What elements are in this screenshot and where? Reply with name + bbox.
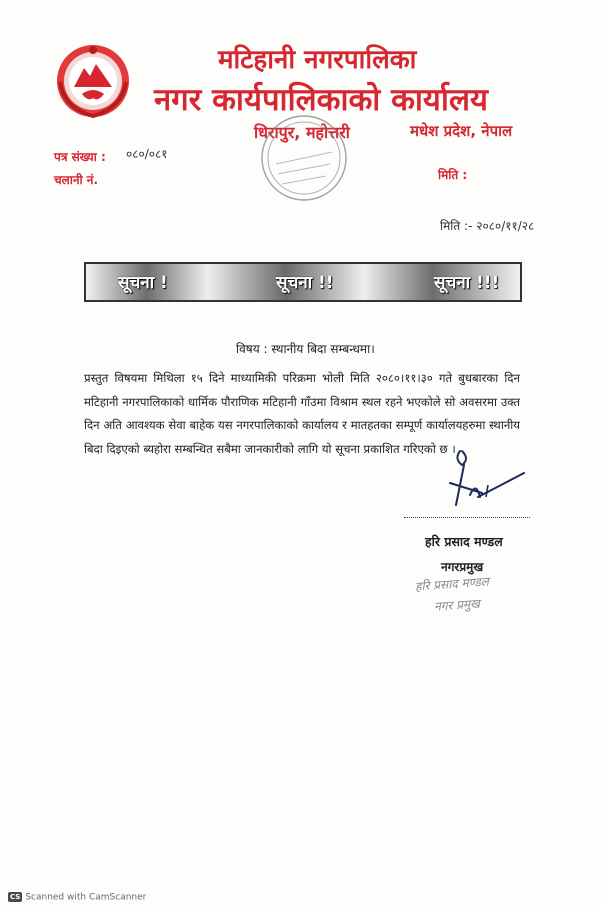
notice-body: प्रस्तुत विषयमा मिथिला १५ दिने माध्यामिकी परिक्रमा भोली मिति २०८०।११।३० गते बुधबारका दिन मटिहानी नगरपालिकाको धार्मिक पौराणिक मटिहानी गाँउमा विश्राम स्थल रहने भएकोले सो अवसरमा उक्त दिन अति आवश्यक सेवा बाहेक यस नगरपालिकाको कार्यालय र मातहतका सम्पूर्ण कार्यालयहरुमा स्थानीय बिदा दिइएको ब्यहोरा सम्बन्धित सबैमा जानकारीको लागि यो सूचना प्रकाशित गरिएको छ । xyxy=(84,371,520,456)
notice-word: सूचना !!! xyxy=(434,273,500,293)
role-stamp: नगर प्रमुख xyxy=(433,596,481,614)
scanner-footer xyxy=(8,892,146,903)
office-name: नगर कार्यपालिकाको कार्यालय xyxy=(154,82,488,118)
nepal-emblem-logo xyxy=(54,42,132,120)
notice-word: सूचना !! xyxy=(276,273,334,293)
location-province: मधेश प्रदेश, नेपाल xyxy=(410,122,513,140)
dispatch-number-label: चलानी नं. xyxy=(54,173,99,187)
signatory-role: नगरप्रमुख xyxy=(441,560,484,574)
municipality-name: मटिहानी नगरपालिका xyxy=(218,45,417,75)
date-label: मिति : xyxy=(438,168,468,182)
camscanner-icon: CS xyxy=(10,893,21,901)
letter-number-label: पत्र संख्या : xyxy=(54,150,106,164)
scanner-footer-text: Scanned with CamScanner xyxy=(25,892,147,903)
name-stamp: हरि प्रसाद मण्डल xyxy=(414,574,490,594)
notice-word: सूचना ! xyxy=(118,273,168,293)
signatory-name: हरि प्रसाद मण्डल xyxy=(425,534,503,549)
handwritten-signature xyxy=(430,445,530,517)
letter-number-value: ०८०/०८१ xyxy=(126,147,168,161)
location-district: धिरापुर, महोत्तरी xyxy=(254,123,350,142)
subject-line: विषय : स्थानीय बिदा सम्बन्धमा। xyxy=(236,342,375,356)
signature-line xyxy=(404,517,530,518)
issue-date: मिति :- २०८०/११/२८ xyxy=(440,219,535,233)
notice-banner xyxy=(84,262,522,302)
office-seal-stamp xyxy=(258,112,350,204)
